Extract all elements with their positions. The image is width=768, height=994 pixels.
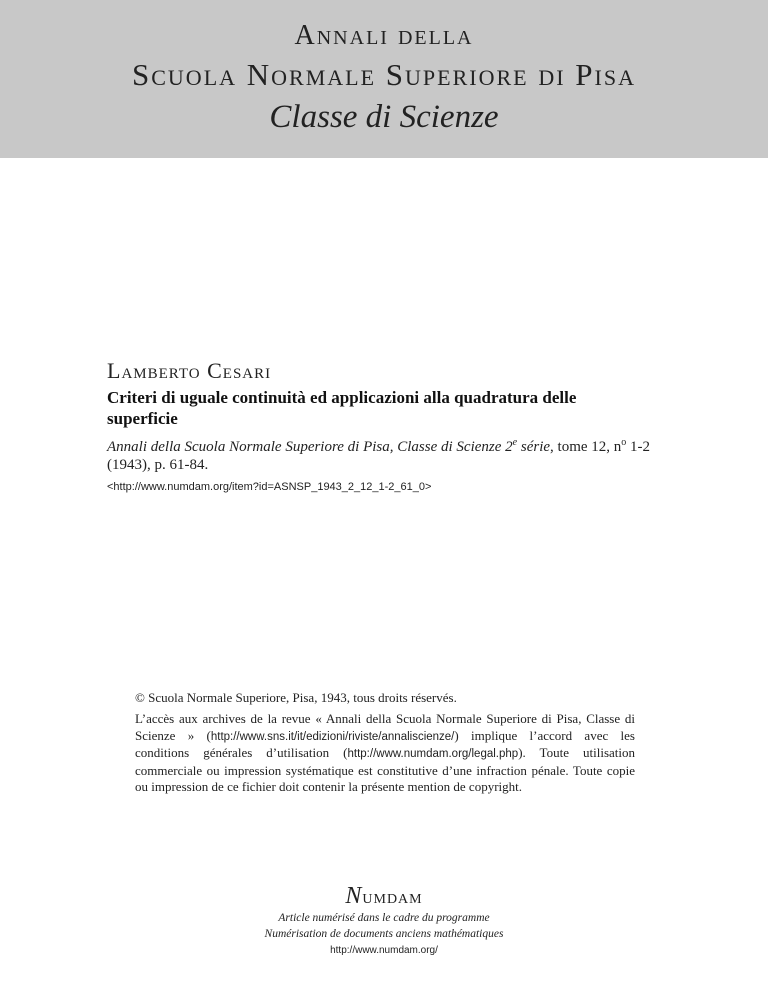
copyright-notice: © Scuola Normale Superiore, Pisa, 1943, tous droits réservés. (135, 690, 457, 705)
footer-program-line: Article numérisé dans le cadre du programme (278, 912, 490, 924)
journal-section: Classe di Scienze (269, 99, 499, 135)
journal-header-banner (0, 0, 768, 158)
terms-text-2: ) implique l’accord avec les conditions générales d’utilisation ( (135, 727, 635, 760)
citation-series-superscript: e (512, 437, 518, 448)
terms-link-legal[interactable]: http://www.numdam.org/legal.php (347, 748, 519, 760)
article-permalink[interactable]: <http://www.numdam.org/item?id=ASNSP_1943_2_12_1-2_61_0> (107, 481, 432, 493)
article-author: Lamberto Cesari (107, 358, 272, 383)
citation-volume: , tome 12, n (550, 439, 622, 455)
numdam-logo-rest: umdam (362, 886, 423, 908)
footer-program-name: Numérisation de documents anciens mathématiques (264, 928, 504, 940)
terms-text-3: ). Toute utilisation commerciale ou impression systématique est constitutive d’une infraction pénale. Toute copie ou impression de ce fichier doit contenir la présente mention de copyright. (135, 745, 636, 794)
footer-numdam-link[interactable]: http://www.numdam.org/ (330, 945, 438, 956)
journal-name-line1: Annali della (294, 20, 474, 51)
numdam-logo-initial: N (345, 883, 363, 909)
journal-name-line2: Scuola Normale Superiore di Pisa (132, 57, 636, 92)
numdam-logo (0, 883, 768, 910)
citation-journal: Annali della Scuola Normale Superiore di Pisa, Classe di Scienze 2 (107, 439, 513, 455)
terms-text-1: L’accès aux archives de la revue « Annali della Scuola Normale Superiore di Pisa, Classe di Scienze » ( (135, 711, 635, 743)
terms-of-use (135, 711, 635, 796)
citation-pages: 1-2 (1943), p. 61-84. (107, 439, 651, 473)
citation-series: série (517, 439, 551, 455)
article-citation (107, 438, 662, 474)
article-title: Criteri di uguale continuità ed applicazioni alla quadratura delle superficie (107, 388, 577, 428)
citation-number-superscript: o (621, 437, 627, 448)
terms-link-journal[interactable]: http://www.sns.it/it/edizioni/riviste/annaliscienze/ (210, 730, 455, 743)
